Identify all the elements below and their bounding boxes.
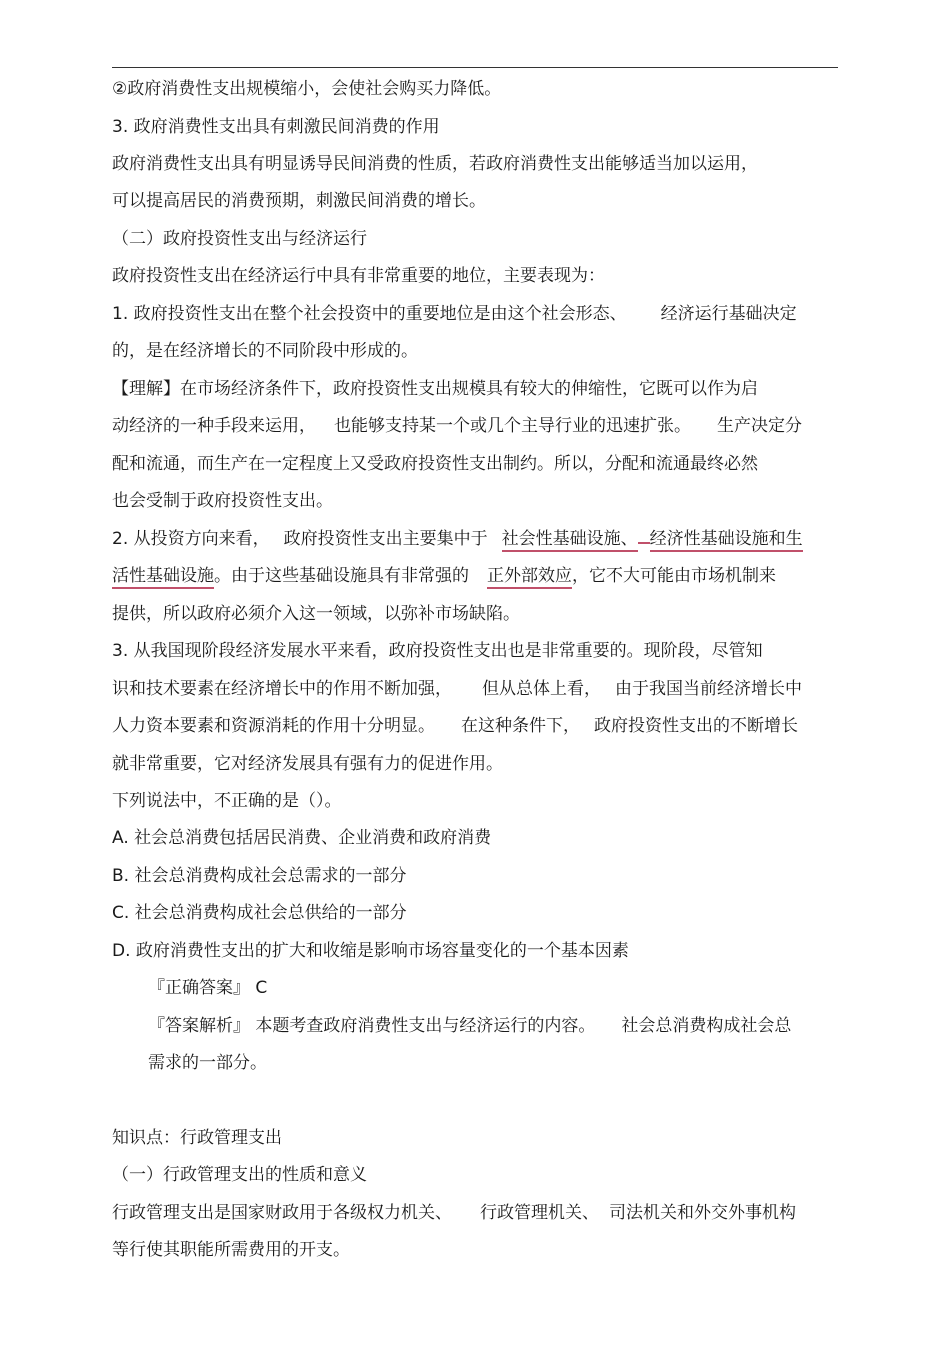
underlined-term: 活性基础设施 — [112, 566, 214, 589]
text-line — [112, 640, 763, 662]
text-line — [112, 1239, 350, 1261]
text-span: （二）政府投资性支出与经济运行 — [112, 229, 367, 249]
option-a — [112, 827, 491, 849]
text-span: 政府消费性支出具有明显诱导民间消费的性质，若政府消费性支出能够适当加以运用， — [112, 154, 758, 174]
text-span: 政府投资性支出在经济运行中具有非常重要的地位，主要表现为： — [112, 266, 605, 286]
text-span: D. 政府消费性支出的扩大和收缩是影响市场容量变化的一个基本因素 — [112, 941, 629, 961]
text-line — [112, 528, 803, 550]
text-span: ，它不大可能由市场机制来 — [572, 566, 776, 586]
option-d — [112, 940, 629, 962]
text-span: （一）行政管理支出的性质和意义 — [112, 1165, 367, 1185]
text-span: 3. 从我国现阶段经济发展水平来看，政府投资性支出也是非常重要的。现阶段，尽管知 — [112, 641, 763, 661]
text-line — [112, 78, 501, 100]
text-line — [112, 678, 802, 700]
text-span: 知识点：行政管理支出 — [112, 1128, 282, 1148]
underlined-term: 正外部效应 — [487, 566, 572, 589]
text-span: 行政管理支出是国家财政用于各级权力机关、 — [112, 1203, 452, 1223]
knowledge-point-heading — [112, 1127, 282, 1149]
text-line — [112, 153, 758, 175]
text-span: 人力资本要素和资源消耗的作用十分明显。 — [112, 716, 435, 736]
text-line — [112, 453, 758, 475]
text-line — [112, 265, 605, 287]
text-line — [112, 1202, 796, 1224]
answer-explanation — [148, 1015, 791, 1037]
text-span: 【理解】在市场经济条件下，政府投资性支出规模具有较大的伸缩性，它既可以作为启 — [112, 379, 758, 399]
option-b — [112, 865, 406, 887]
text-span: 政府投资性支出的不断增长 — [594, 716, 798, 736]
text-span: 行政管理机关、 — [480, 1203, 599, 1223]
text-line — [112, 378, 758, 400]
text-span: 『答案解析』 本题考查政府消费性支出与经济运行的内容。 — [148, 1016, 596, 1036]
text-span: 也会受制于政府投资性支出。 — [112, 491, 333, 511]
text-span: 『正确答案』 C — [148, 978, 268, 998]
text-span: 也能够支持某一个或几个主导行业的迅速扩张。 — [334, 416, 691, 436]
text-span: 司法机关和外交外事机构 — [609, 1203, 796, 1223]
text-span: 生产决定分 — [717, 416, 802, 436]
text-span: 的，是在经济增长的不同阶段中形成的。 — [112, 341, 418, 361]
text-span: 3. 政府消费性支出具有刺激民间消费的作用 — [112, 117, 440, 137]
text-span: A. 社会总消费包括居民消费、企业消费和政府消费 — [112, 828, 492, 848]
text-line — [112, 303, 797, 325]
section-heading — [112, 1164, 367, 1186]
text-span: 配和流通，而生产在一定程度上又受政府投资性支出制约。所以，分配和流通最终必然 — [112, 454, 758, 474]
text-line — [112, 340, 418, 362]
text-line — [112, 715, 798, 737]
underlined-term: 社会性基础设施、 — [502, 529, 638, 552]
text-line — [112, 565, 776, 587]
header-rule — [112, 67, 838, 68]
answer-explanation — [148, 1052, 267, 1074]
text-line — [112, 753, 503, 775]
text-span: 由于我国当前经济增长中 — [615, 679, 802, 699]
text-span: 1. 政府投资性支出在整个社会投资中的重要地位是由这个社会形态、 — [112, 304, 627, 324]
text-span: 需求的一部分。 — [148, 1053, 267, 1073]
text-span: 提供，所以政府必须介入这一领域，以弥补市场缺陷。 — [112, 604, 520, 624]
text-span: 下列说法中，不正确的是（）。 — [112, 791, 342, 811]
question-stem — [112, 790, 342, 812]
text-span: 。由于这些基础设施具有非常强的 — [214, 566, 469, 586]
text-span: 2. 从投资方向来看， — [112, 529, 270, 549]
underlined-term: 经济性基础设施和生 — [650, 529, 803, 552]
text-span: 等行使其职能所需费用的开支。 — [112, 1240, 350, 1260]
text-line — [112, 603, 520, 625]
option-c — [112, 902, 407, 924]
text-span: 经济运行基础决定 — [660, 304, 797, 324]
text-span: 社会总消费构成社会总 — [621, 1016, 792, 1036]
text-line — [112, 490, 333, 512]
section-heading — [112, 228, 367, 250]
text-line — [112, 415, 802, 437]
underline-gap — [638, 541, 650, 544]
text-span: B. 社会总消费构成社会总需求的一部分 — [112, 866, 407, 886]
correct-answer — [148, 977, 267, 999]
text-line — [112, 116, 440, 138]
text-span: C. 社会总消费构成社会总供给的一部分 — [112, 903, 407, 923]
text-span: 政府投资性支出主要集中于 — [283, 529, 488, 549]
text-span: 在这种条件下， — [461, 716, 580, 736]
text-span: ②政府消费性支出规模缩小，会使社会购买力降低。 — [112, 79, 502, 99]
text-span: 但从总体上看， — [482, 679, 601, 699]
text-span: 就非常重要，它对经济发展具有强有力的促进作用。 — [112, 754, 503, 774]
text-span: 可以提高居民的消费预期，刺激民间消费的增长。 — [112, 191, 486, 211]
text-line — [112, 190, 486, 212]
text-span: 动经济的一种手段来运用， — [112, 416, 316, 436]
text-span: 识和技术要素在经济增长中的作用不断加强， — [112, 679, 452, 699]
